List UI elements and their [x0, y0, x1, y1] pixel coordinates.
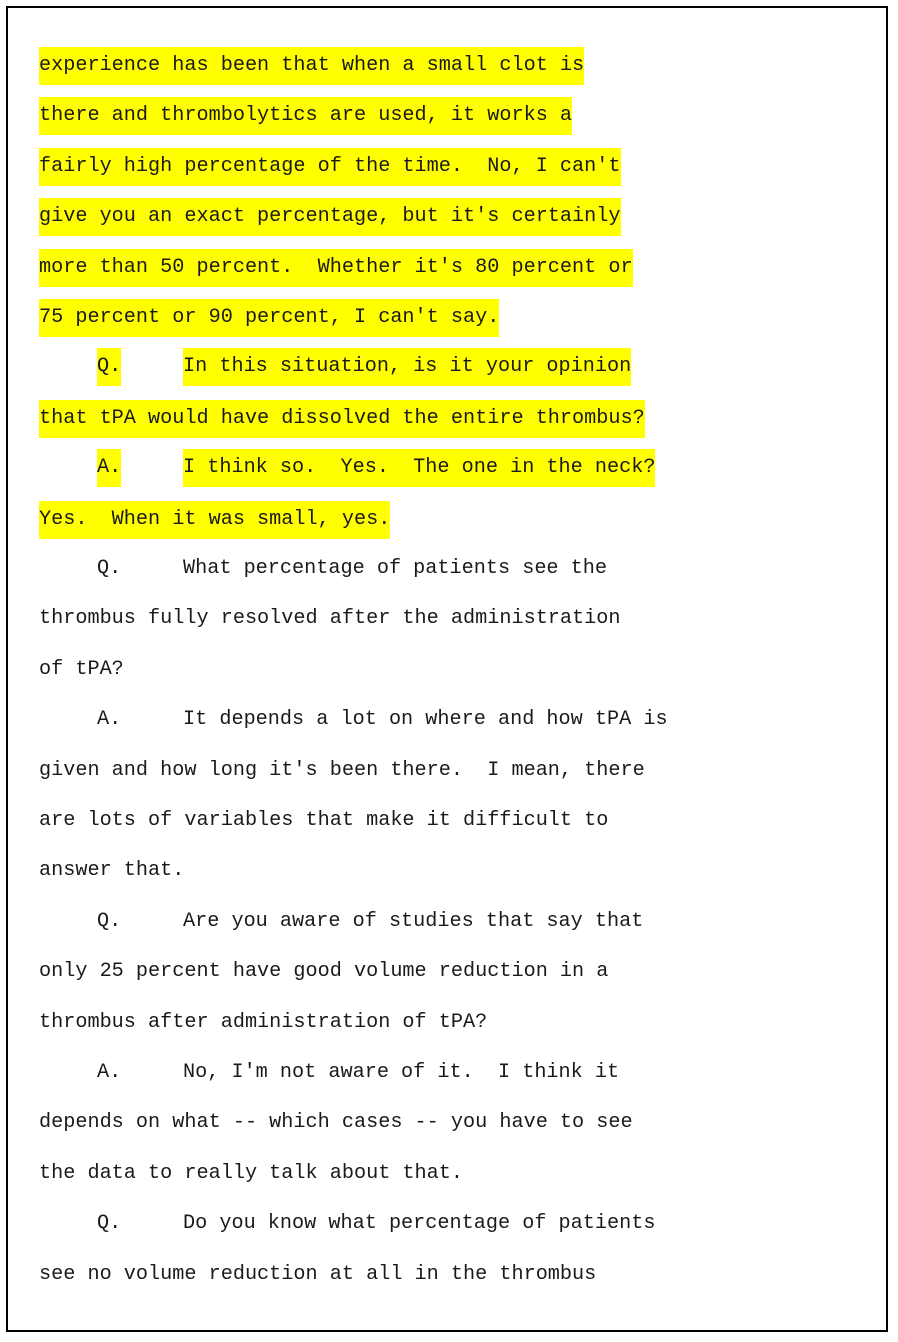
question-label: Q.	[97, 557, 122, 580]
transcript-line	[39, 954, 879, 990]
line-text: In this situation, is it your opinion	[183, 348, 631, 386]
line-text: given and how long it's been there. I mean, there	[39, 758, 645, 782]
page-frame	[6, 6, 888, 1332]
transcript-qa-line	[39, 551, 879, 587]
transcript-qa-line	[39, 349, 879, 385]
line-text: there and thrombolytics are used, it works a	[39, 97, 572, 135]
line-text: experience has been that when a small clot is	[39, 47, 584, 85]
line-text: It depends a lot on where and how tPA is	[183, 708, 668, 732]
transcript-line	[39, 803, 879, 839]
line-text: No, I'm not aware of it. I think it	[183, 1061, 620, 1084]
line-text: see no volume reduction at all in the thrombus	[39, 1262, 597, 1286]
answer-label: A.	[97, 1061, 122, 1084]
transcript-qa-line	[39, 450, 879, 486]
transcript-line	[39, 601, 879, 637]
line-text: Do you know what percentage of patients	[183, 1212, 656, 1236]
line-text: are lots of variables that make it difficult to	[39, 809, 609, 832]
line-text: thrombus after administration of tPA?	[39, 1010, 488, 1034]
line-text: Yes. When it was small, yes.	[39, 501, 390, 539]
line-text: of tPA?	[39, 657, 124, 681]
line-text: give you an exact percentage, but it's certainly	[39, 198, 621, 236]
line-text: What percentage of patients see the	[183, 557, 608, 580]
question-label: Q.	[97, 1212, 122, 1236]
transcript-line	[39, 148, 879, 184]
transcript-line	[39, 400, 879, 436]
transcript-line	[39, 1156, 879, 1192]
line-text: I think so. Yes. The one in the neck?	[183, 449, 655, 487]
answer-label: A.	[97, 449, 121, 487]
transcript-line	[39, 249, 879, 285]
transcript-qa-line	[39, 702, 879, 738]
question-label: Q.	[97, 909, 122, 933]
line-text: fairly high percentage of the time. No, I can't	[39, 148, 621, 186]
transcript-line	[39, 47, 879, 83]
transcript-line	[39, 299, 879, 335]
transcript-line	[39, 198, 879, 234]
transcript-line	[39, 501, 879, 537]
transcript-line	[39, 97, 879, 133]
transcript-line	[39, 753, 879, 789]
transcript-line	[39, 853, 879, 889]
transcript-qa-line	[39, 1055, 879, 1091]
line-text: that tPA would have dissolved the entire thrombus?	[39, 400, 645, 438]
line-text: the data to really talk about that.	[39, 1161, 464, 1185]
transcript-line	[39, 1105, 879, 1141]
line-text: more than 50 percent. Whether it's 80 percent or	[39, 249, 633, 287]
answer-label: A.	[97, 708, 122, 732]
transcript-line	[39, 652, 879, 688]
line-text: only 25 percent have good volume reduction in a	[39, 960, 609, 984]
transcript-line	[39, 1257, 879, 1293]
line-text: depends on what -- which cases -- you have to see	[39, 1111, 633, 1135]
line-text: 75 percent or 90 percent, I can't say.	[39, 299, 499, 337]
transcript-line	[39, 1005, 879, 1041]
line-text: answer that.	[39, 859, 185, 883]
line-text: thrombus fully resolved after the administration	[39, 607, 621, 631]
transcript-qa-line	[39, 1206, 879, 1242]
transcript-qa-line	[39, 904, 879, 940]
line-text: Are you aware of studies that say that	[183, 909, 644, 933]
question-label: Q.	[97, 348, 121, 386]
